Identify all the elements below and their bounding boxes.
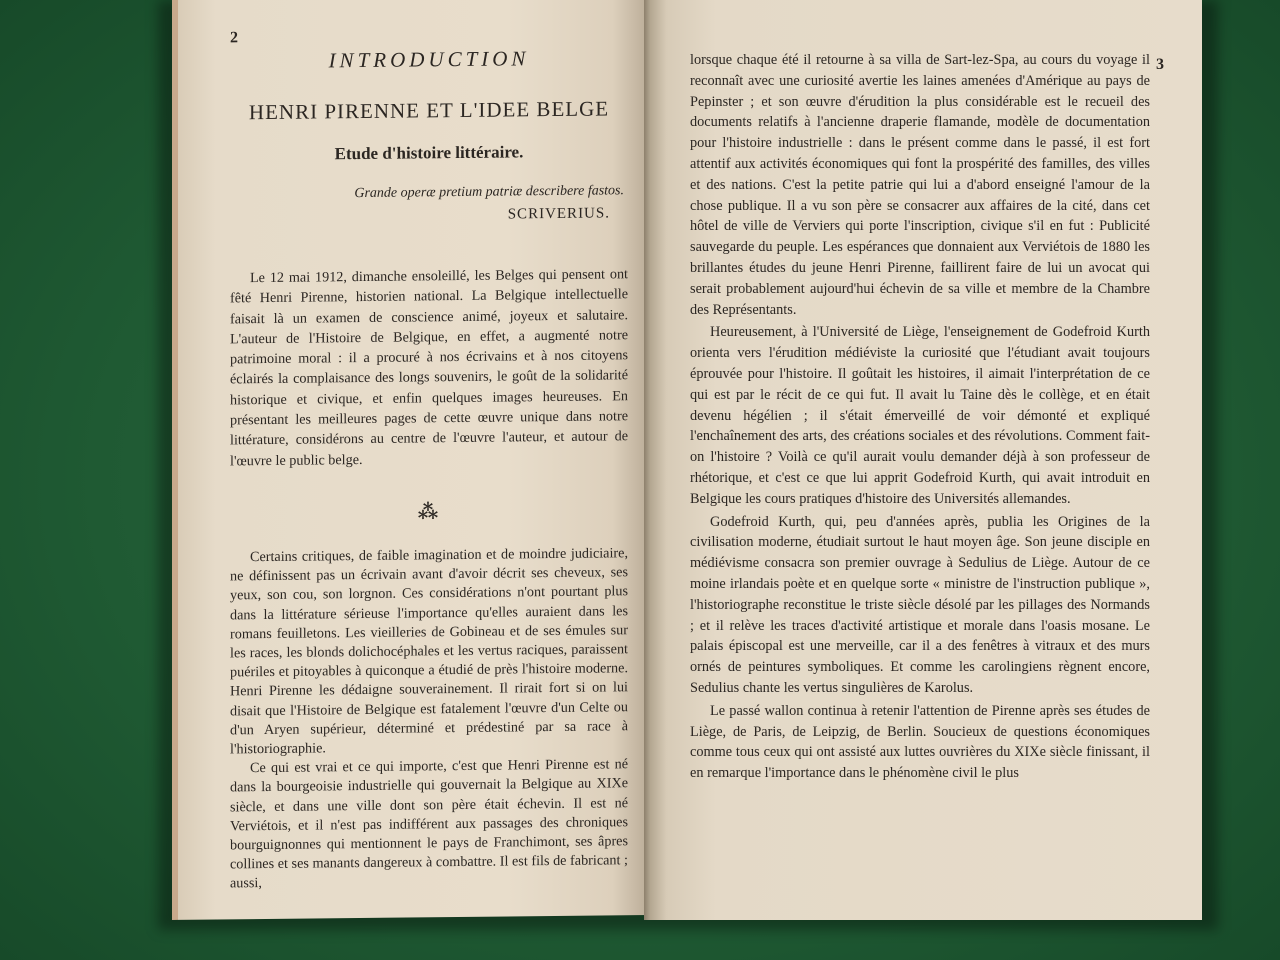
chapter-subtitle: Etude d'histoire littéraire. — [334, 142, 524, 164]
section-heading: INTRODUCTION — [328, 46, 530, 73]
section-separator: ⁂ — [417, 501, 441, 524]
epigraph-author: SCRIVERIUS. — [507, 205, 610, 223]
epigraph: Grande operæ pretium patriæ describere fastos. — [354, 183, 624, 202]
paragraph: Le passé wallon continua à retenir l'attention de Pirenne après ses études de Liège, de Paris, de Leipzig, de Berlin. Soucieux de questions économiques comme tous ceux qui ont assisté aux luttes ouvrières du XIXe siècle finissant, il en remarque l'importance dans le phénomène civil le plus — [690, 702, 1150, 782]
paragraph: Ce qui est vrai et ce qui importe, c'est que Henri Pirenne est né dans la bourgeoisie industrielle qui gouvernait la Belgique au XIXe siècle, et dans une ville dont son père était échevin. Il est né Verviétois, et il n'est pas indifférent aux passages des chroniques bourguignonnes qui mentionnent le pays de Franchimont, ses âpres collines et ses manants dangereux à combattre. Il est fils de fabricant ; aussi, — [230, 756, 628, 892]
paragraph: lorsque chaque été il retourne à sa villa de Sart-lez-Spa, au cours du voyage il reconnaît avec une curiosité avertie les laines amenées d'Amérique au pays de Pepinster ; et son œuvre d'érudition la plus considérable est le recueil des documents relatifs à l'ancienne draperie flamande, modèle de documentation pour l'histoire industrielle : dans le présent comme dans le passé, il est fort attentif aux activités économiques qui font la prospérité des familles, des villes et des nations. C'est la petite patrie qui lui a d'abord enseigné l'amour de la chose publique. Il a vu son père se consacrer aux affaires de la cité, dans cet hôtel de ville de Verviers qui porte l'inscription, civique s'il en fut : Publicité sauvegarde du peuple. Les espérances que donnaient aux Verviétois de 1880 les brillantes études du jeune Henri Pirenne, faillirent faire de lui un avocat qui serait probablement aujourd'hui échevin de sa ville et membre de la Chambre des Représentants. — [690, 52, 1150, 318]
right-page — [650, 0, 1202, 920]
paragraph: Godefroid Kurth, qui, peu d'années après, publia les Origines de la civilisation moderne, étudiait surtout le haut moyen âge. Son jeune disciple en médiévisme consacra son premier ouvrage à Sedulius de Liège. Autour de ce moine irlandais poète et en quelque sorte « ministre de l'instruction publique », l'historiographe reconstitue le triste siècle désolé par les pillages des Normands ; et il relève les traces d'activité artistique et morale dans l'oasis mosane. Le palais épiscopal est une merveille, car il a des fenêtres à vitraux et des murs ornés de peintures symboliques. Et comme les carolingiens règnent encore, Sedulius chante les vertus singulières de Karolus. — [690, 513, 1150, 696]
paragraph: Le 12 mai 1912, dimanche ensoleillé, les Belges qui pensent ont fêté Henri Pirenne, historien national. La Belgique intellectuelle faisait là un examen de conscience animé, joyeux et salutaire. L'auteur de l'Histoire de Belgique, en effet, a augmenté notre patrimoine moral : il a procuré à nos écrivains et à nos citoyens éclairés la complaisance des longs souvenirs, le goût de la solidarité historique et civique, et enfin quelques images heureuses. En présentant les meilleures pages de cette œuvre unique dans notre littérature, considérons au centre de l'œuvre l'auteur, et autour de l'œuvre le public belge. — [230, 266, 628, 470]
page-number-right: 3 — [1156, 56, 1164, 73]
chapter-title: HENRI PIRENNE ET L'IDEE BELGE — [248, 96, 610, 125]
paragraph: Heureusement, à l'Université de Liège, l'enseignement de Godefroid Kurth orienta vers l'érudition médiéviste la curiosité que l'étudiant avait toujours éprouvée pour l'histoire. Il goûtait les histoires, il aimait l'interprétation de ce qui est par le récit de ce qui fut. Il avait lu Taine dès le collège, et en était devenu hégélien ; il s'était émerveillé de voir démonté et expliqué l'enchaînement des arts, des créations sociales et des révolutions. Comment fait-on l'histoire ? Voilà ce qu'il aurait voulu demander déjà à son professeur de rhétorique, et c'est ce que lui apprit Godefroid Kurth, qui avait introduit en Belgique les cours pratiques d'histoire des Universités allemandes. — [690, 324, 1150, 507]
paragraph: Certains critiques, de faible imagination et de moindre judiciaire, ne définissent pas un écrivain avant d'avoir décrit ses cheveux, ses yeux, son cou, son lorgnon. Ces considérations n'ont pourtant plus dans la littérature sérieuse l'importance qu'elles auraient dans les romans feuilletons. Les vieilleries de Gobineau et de ses émules sur les races, les blonds dolichocéphales et les vertus raciques, paraissent puériles et pitoyables à quiconque a étudié de près l'histoire moderne. Henri Pirenne les dédaigne souverainement. Il rirait fort si on lui disait que l'Histoire de Belgique est fatalement l'œuvre d'un Celte ou d'un Aryen supérieur, déterminé et prédestiné par sa race à l'historiographie. — [230, 545, 628, 758]
left-page — [172, 0, 650, 920]
page-number-left: 2 — [230, 29, 238, 47]
